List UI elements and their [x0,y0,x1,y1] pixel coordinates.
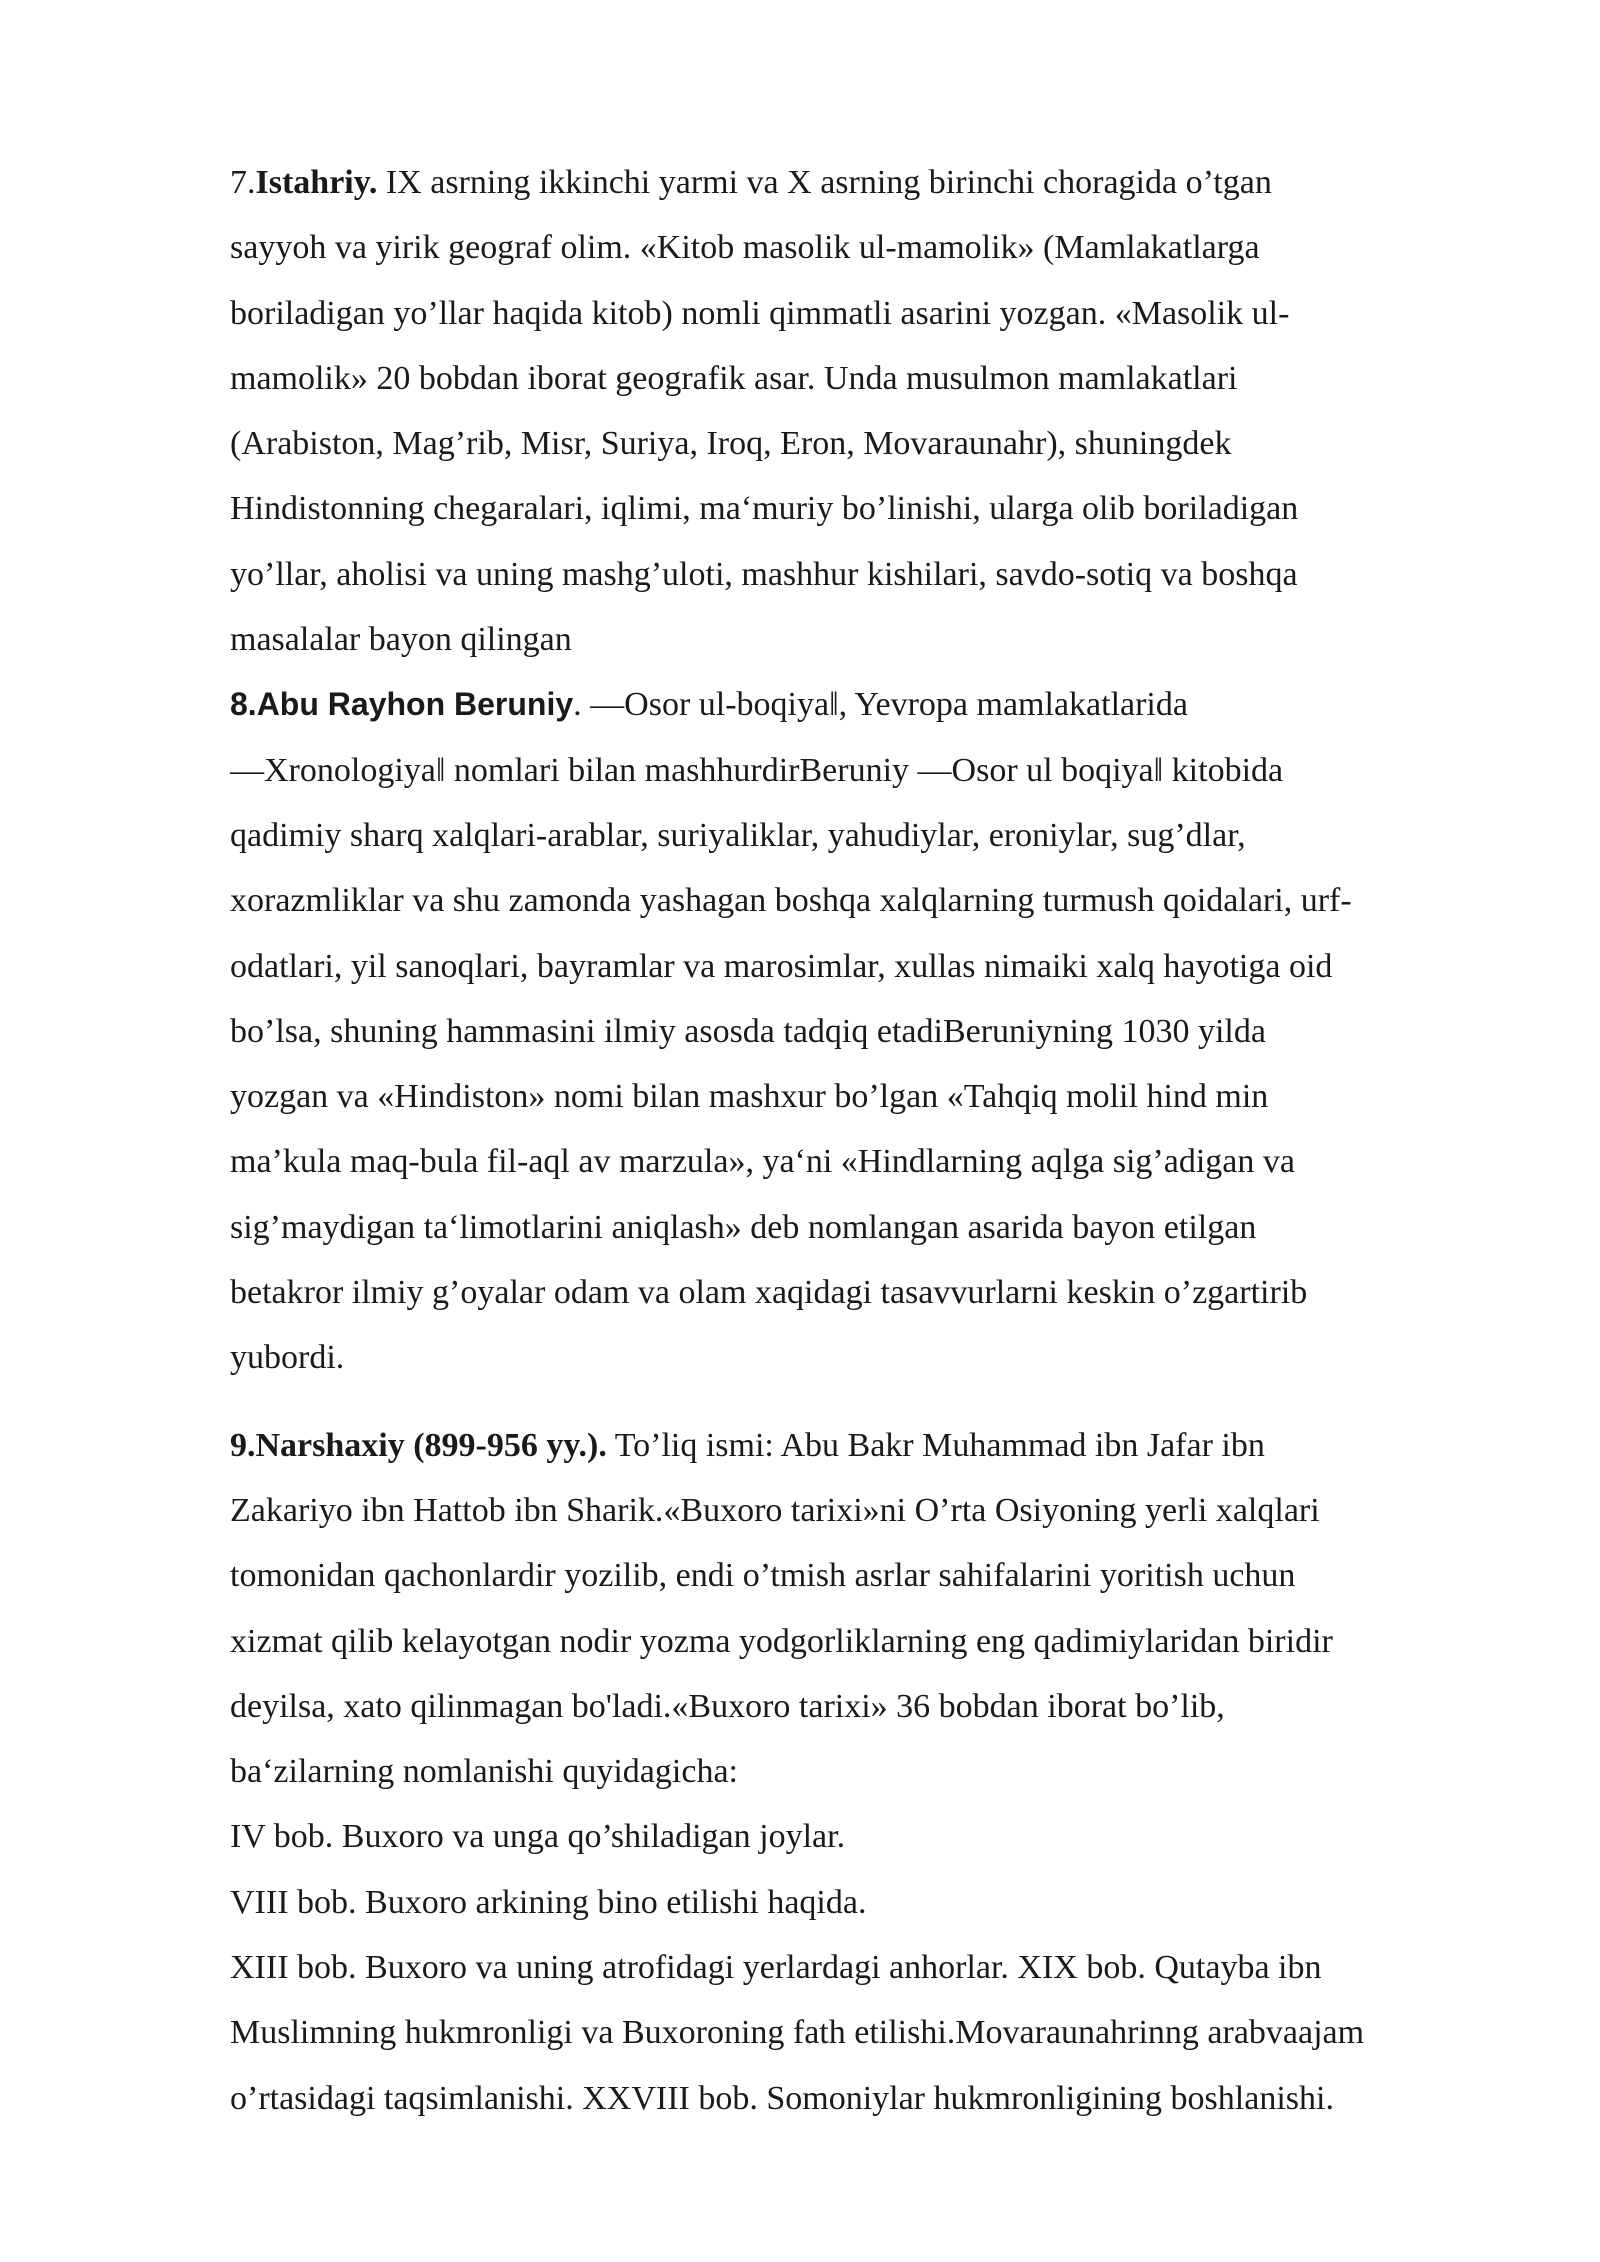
section-narshaxiy [230,1413,1510,2131]
beruniy-text: sig’maydigan ta‘limotlarini aniqlash» deb nomlangan asarida bayon etilgan [230,1208,1257,1246]
beruniy-title: 8.Abu Rayhon Beruniy [230,686,574,723]
beruniy-text: xorazmliklar va shu zamonda yashagan boshqa xalqlarning turmush qoidalari, urf- [230,882,1352,920]
istahriy-title: Istahriy. [255,164,378,201]
istahriy-text: (Arabiston, Mag’rib, Misr, Suriya, Iroq, Eron, Movaraunahr), shuningdek [230,425,1232,463]
section-beruniy [230,672,1510,1390]
istahriy-text: masalalar bayon qilingan [230,621,572,659]
beruniy-text: bo’lsa, shuning hammasini ilmiy asosda tadqiq etadiBeruniyning 1030 yilda [230,1012,1266,1050]
paragraph-gap [230,1391,1510,1413]
istahriy-text: boriladigan yo’llar haqida kitob) nomli qimmatli asarini yozgan. «Masolik ul- [230,294,1290,332]
narshaxiy-text: deyilsa, xato qilinmagan bo'ladi.«Buxoro tarixi» 36 bobdan iborat bo’lib, [230,1687,1225,1725]
narshaxiy-text: To’liq ismi: Abu Bakr Muhammad ibn Jafar ibn [606,1426,1265,1464]
beruniy-text: ma’kula maq-bula fil-aql av marzula», ya‘ni «Hindlarning aqlga sig’adigan va [230,1143,1295,1181]
narshaxiy-text: IV bob. Buxoro va unga qo’shiladigan joylar. [230,1818,846,1856]
beruniy-text: qadimiy sharq xalqlari-arablar, suriyaliklar, yahudiylar, eroniylar, sug’dlar, [230,816,1246,854]
istahriy-number: 7. [230,164,256,201]
narshaxiy-text: o’rtasidagi taqsimlanishi. XXVIII bob. Somoniylar hukmronligining boshlanishi. [230,2079,1334,2117]
narshaxiy-text: VIII bob. Buxoro arkining bino etilishi haqida. [230,1883,867,1921]
beruniy-text: . ―Osor ul-boqiya‖, Yevropa mamlakatlarida [573,686,1188,724]
narshaxiy-text: Zakariyo ibn Hattob ibn Sharik.«Buxoro tarixi»ni O’rta Osiyoning yerli xalqlari [230,1491,1320,1529]
istahriy-text: sayyoh va yirik geograf olim. «Kitob masolik ul-mamolik» (Mamlakatlarga [230,229,1260,267]
narshaxiy-text: Muslimning hukmronligi va Buxoroning fath etilishi.Movaraunahrinng arabvaajam [230,2014,1365,2052]
beruniy-text: betakror ilmiy g’oyalar odam va olam xaqidagi tasavvurlarni keskin o’zgartirib [230,1274,1308,1312]
istahriy-text: yo’llar, aholisi va uning mashg’uloti, mashhur kishilari, savdo-sotiq va boshqa [230,555,1298,593]
istahriy-text: mamolik» 20 bobdan iborat geografik asar. Unda musulmon mamlakatlari [230,359,1238,397]
narshaxiy-line-1 [230,1413,1510,1478]
beruniy-line-1 [230,672,1510,737]
beruniy-text: ―Xronologiya‖ nomlari bilan mashhurdirBeruniy ―Osor ul boqiya‖ kitobida [230,751,1284,789]
narshaxiy-text: XIII bob. Buxoro va uning atrofidagi yerlardagi anhorlar. XIX bob. Qutayba ibn [230,1949,1322,1987]
beruniy-text: odatlari, yil sanoqlari, bayramlar va marosimlar, xullas nimaiki xalq hayotiga oid [230,947,1333,985]
istahriy-text: IX asrning ikkinchi yarmi va X asrning birinchi choragida o’tgan [377,164,1272,201]
beruniy-text: yozgan va «Hindiston» nomi bilan mashxur bo’lgan «Tahqiq molil hind min [230,1078,1269,1116]
istahriy-text: Hindistonning chegaralari, iqlimi, ma‘muriy bo’linishi, ularga olib boriladigan [230,490,1299,528]
narshaxiy-text: tomonidan qachonlardir yozilib, endi o’tmish asrlar sahifalarini yoritish uchun [230,1557,1296,1595]
beruniy-text: yubordi. [230,1339,345,1377]
istahriy-line-1 [230,150,1510,215]
narshaxiy-text: xizmat qilib kelayotgan nodir yozma yodgorliklarning eng qadimiylaridan biridir [230,1622,1333,1660]
narshaxiy-text: ba‘zilarning nomlanishi quyidagicha: [230,1753,738,1791]
document-page [230,150,1510,2131]
section-istahriy [230,150,1510,672]
narshaxiy-title: 9.Narshaxiy (899-956 yy.). [230,1426,607,1464]
